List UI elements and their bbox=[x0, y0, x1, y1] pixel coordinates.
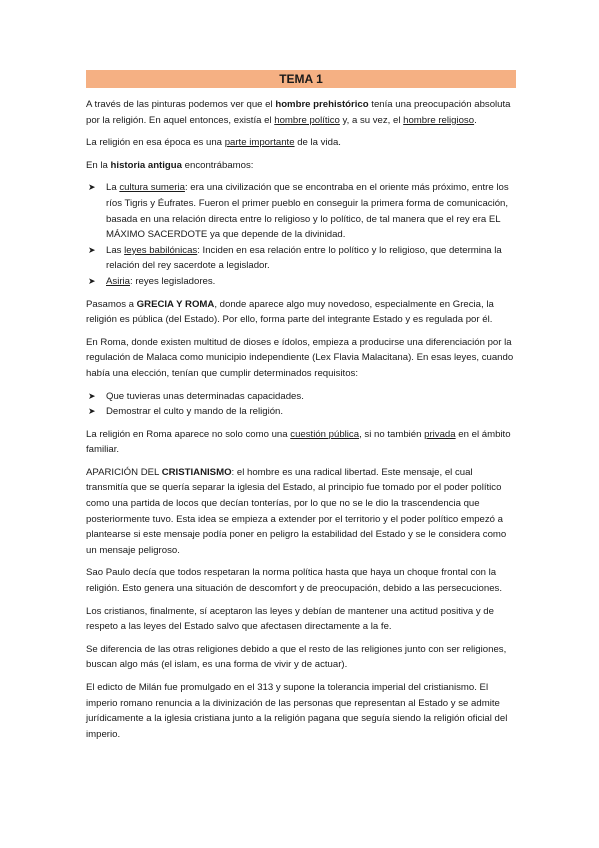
text-run: : reyes legisladores. bbox=[130, 275, 216, 287]
text-run: : el hombre es una radical libertad. Este mensaje, el cual transmitía que se quería separar la iglesia del Estado, al principio fue tomado por el poder político como una partida de locos que decían tonterías, por lo que no se le dio la trascendencia que posteriormente tuvo. Esta idea se empieza a extender por el territorio y el poder político empezó a plantearse si este mensaje podía poner en peligro la estabilidad del Estado y se le considera como un mensaje peligroso. bbox=[86, 466, 507, 556]
underlined-term: hombre político bbox=[274, 114, 340, 126]
text-run: : era una civilización que se encontraba en el oriente más próximo, entre los ríos Tigris y Éufrates. Fueron el primer pueblo en conseguir la primera forma de comunicación, basada en una relación directa entre lo religioso y lo político, de tal manera que el rey era EL MÁXIMO SACERDOTE ya que depende de la divinidad. bbox=[106, 182, 509, 241]
page-title: TEMA 1 bbox=[86, 70, 516, 88]
arrowhead-bullet-icon: ➤ bbox=[88, 244, 96, 255]
text-run: En la bbox=[86, 159, 111, 171]
list-item bbox=[86, 389, 516, 405]
text-run: . bbox=[474, 114, 477, 126]
text-run: La bbox=[106, 182, 120, 194]
underlined-term: leyes babilónicas bbox=[124, 244, 198, 256]
text-run: La religión en Roma aparece no solo como una bbox=[86, 428, 291, 440]
text-run: y, a su vez, el bbox=[339, 114, 404, 126]
text-run: La religión en esa época es una bbox=[86, 137, 225, 149]
text-run: en el ámbito familiar. bbox=[86, 428, 511, 456]
paragraph-3 bbox=[86, 158, 516, 174]
bullet-list-2 bbox=[86, 389, 516, 420]
paragraph-5: En Roma, donde existen multitud de dioses e ídolos, empieza a producirse una diferenciación por la regulación de Malaca como municipio independiente (Lex Flavia Malacitana). En esas leyes, cuando había una elección, tenían que cumplir determinados requisitos: bbox=[86, 336, 514, 379]
underlined-term: privada bbox=[424, 428, 456, 440]
underlined-term: hombre religioso bbox=[403, 114, 475, 126]
paragraph-8: Sao Paulo decía que todos respetaran la norma política hasta que haya un choque frontal con la religión. Esto genera una situación de descomfort y de preocupación, debido a las persecuciones. bbox=[86, 567, 502, 595]
underlined-term: Asiria bbox=[106, 275, 130, 287]
text-run: : Inciden en esa relación entre lo político y lo religioso, que determina la relación del rey sacerdote a legislador. bbox=[106, 244, 502, 272]
paragraph-6 bbox=[86, 427, 516, 458]
bullet-list-1 bbox=[86, 180, 516, 289]
paragraph-7 bbox=[86, 465, 516, 559]
text-run: , si no también bbox=[359, 428, 425, 440]
arrowhead-bullet-icon: ➤ bbox=[88, 406, 96, 417]
text-run: Que tuvieras unas determinadas capacidades. bbox=[106, 390, 304, 402]
text-run: A través de las pinturas podemos ver que el bbox=[86, 99, 276, 110]
text-run: encontrábamos: bbox=[181, 159, 254, 171]
text-run: , donde aparece algo muy novedoso, especialmente en Grecia, la religión es pública (del Estado). Por ello, forma parte del integrante Estado y es regulada por él. bbox=[86, 298, 494, 326]
bold-term: historia antigua bbox=[110, 159, 182, 171]
list-item bbox=[86, 274, 516, 290]
text-run: Pasamos a bbox=[86, 298, 137, 310]
paragraph-1 bbox=[86, 97, 516, 128]
paragraph-2 bbox=[86, 135, 516, 151]
paragraph-10: Se diferencia de las otras religiones debido a que el resto de las religiones junto con ser religiones, buscan algo más (el islam, es una forma de vivir y de actuar). bbox=[86, 643, 507, 671]
arrowhead-bullet-icon: ➤ bbox=[88, 182, 96, 193]
underlined-term: parte importante bbox=[224, 137, 295, 149]
bold-term: GRECIA Y ROMA bbox=[136, 298, 215, 310]
paragraph-11: El edicto de Milán fue promulgado en el 313 y supone la tolerancia imperial del cristianismo. El imperio romano renuncia a la divinización de las personas que representan al Estado y se admite jurídicamente a la iglesia cristiana junto a la religión pagana que seguía siendo la religión oficial del imperio. bbox=[86, 682, 508, 740]
document-body bbox=[86, 70, 516, 749]
bold-term: CRISTIANISMO bbox=[161, 466, 232, 478]
arrowhead-bullet-icon: ➤ bbox=[88, 275, 96, 286]
text-run: Las bbox=[106, 244, 125, 256]
paragraph-9: Los cristianos, finalmente, sí aceptaron las leyes y debían de mantener una actitud positiva y de respeto a las leyes del Estado salvo que afectasen directamente a la fe. bbox=[86, 605, 494, 633]
text-run: APARICIÓN DEL bbox=[86, 466, 162, 478]
underlined-term: cuestión pública bbox=[290, 428, 360, 440]
bold-term: hombre prehistórico bbox=[275, 99, 369, 110]
text-run: tenía una preocupación absoluta por la religión. En aquel entonces, existía el bbox=[86, 99, 511, 126]
list-item bbox=[86, 180, 516, 242]
paragraph-4 bbox=[86, 297, 516, 328]
list-item bbox=[86, 404, 516, 420]
underlined-term: cultura sumeria bbox=[119, 182, 185, 194]
arrowhead-bullet-icon: ➤ bbox=[88, 390, 96, 401]
list-item bbox=[86, 243, 516, 274]
text-run: de la vida. bbox=[294, 137, 341, 149]
text-run: Demostrar el culto y mando de la religión. bbox=[106, 406, 284, 418]
